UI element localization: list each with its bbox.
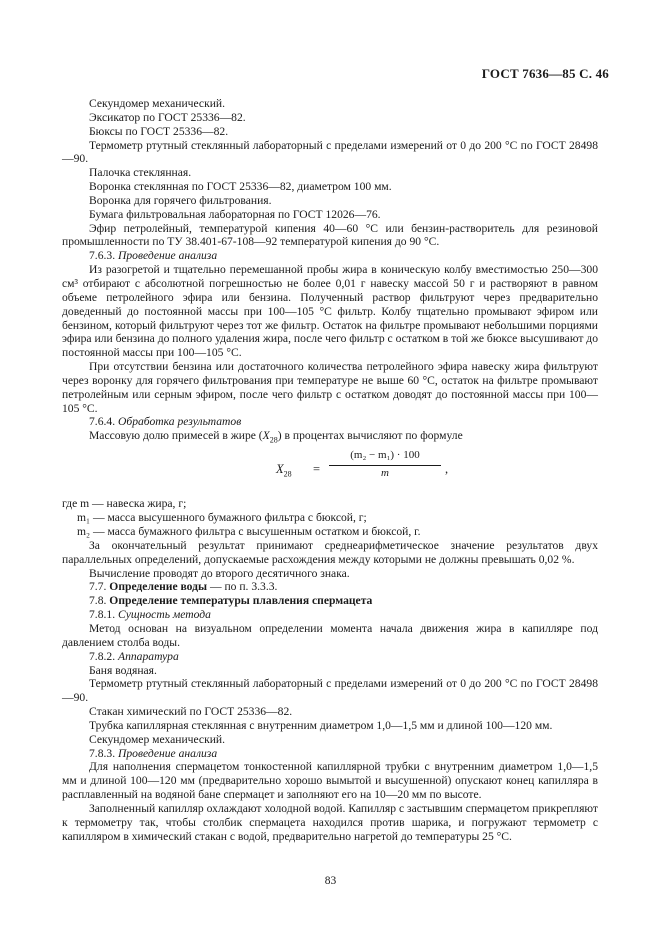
paragraph: Термометр ртутный стеклянный лабораторный с пределами измерений от 0 до 200 °С по ГОСТ 28498—90. [62, 677, 598, 705]
section-number: 7.8.2. [89, 649, 116, 663]
formula-equals: = [313, 462, 321, 477]
formula-intro-var: X [262, 429, 270, 443]
section-title: Определение воды [109, 580, 208, 594]
formula-intro-text-end: ) в процентах вычисляют по формуле [277, 429, 463, 443]
section-title: Проведение анализа [118, 746, 218, 760]
paragraph: Секундомер механический. [89, 732, 226, 746]
section-title: Сущность метода [118, 608, 211, 622]
paragraph: Вычисление проводят до второго десятичного знака. [89, 566, 350, 580]
paragraph: Метод основан на визуальном определении момента начала движения жира в капилляре под давлением столба воды. [62, 622, 598, 649]
section-heading-7-6-3 [62, 249, 598, 263]
section-number: 7.8.1. [89, 608, 116, 622]
section-title: Обработка результатов [118, 415, 242, 429]
legend-m: где m — навеска жира, г; [62, 497, 187, 511]
formula-lhs-var: X [276, 462, 284, 477]
formula-intro-sub: 28 [269, 435, 278, 445]
section-number: 7.6.3. [89, 249, 116, 263]
legend-m1: m₁ — масса высушенного бумажного фильтра с бюксой, г; [77, 511, 367, 525]
paragraph: Стакан химический по ГОСТ 25336—82. [89, 705, 293, 719]
section-title: Определение температуры плавления спермацета [109, 594, 373, 608]
paragraph: При отсутствии бензина или достаточного количества петролейного эфира навеску жира фильтруют через воронку для горячего фильтрования при температуре не выше 60 °С, остаток на фильтре промывают петролейным или серным эфиром, после чего фильтр с остатком доводят до постоянной массы при 100—105 °С. [62, 360, 598, 415]
section-number: 7.8. [89, 594, 107, 608]
paragraph: Заполненный капилляр охлаждают холодной водой. Капилляр с застывшим спермацетом прикрепляют к термометру так, чтобы столбик спермацета находился против шарика, и погружают термометр с капилляром в химический стакан с водой, предварительно нагретой до температуры 25 °С. [62, 801, 598, 843]
formula-numerator: (m₂ − m₁) · 100 [350, 449, 420, 462]
paragraph: Для наполнения спермацетом тонкостенной капиллярной трубки с внутренним диаметром 1,0—1,5 мм и длиной 100—120 мм (предварительно хорошо вымытой и высушенной) опускают конец капилляра в расплавленный на водяной бане спермацет и заполняют его на 10—20 мм по высоте. [62, 760, 598, 802]
formula-intro-text: Массовую долю примесей в жире ( [89, 429, 263, 443]
section-heading-7-8 [62, 594, 598, 608]
section-title: Проведение анализа [118, 249, 218, 263]
paragraph: Эфир петролейный, температурой кипения 40—60 °С или бензин-растворитель для резиновой промышленности по ТУ 38.401-67-108—92 температурой кипения до 90 °С. [62, 221, 598, 249]
paragraph: Трубка капиллярная стеклянная с внутренним диаметром 1,0—1,5 мм и длиной 100—120 мм. [89, 718, 553, 732]
paragraph: Воронка стеклянная по ГОСТ 25336—82, диаметром 100 мм. [89, 180, 392, 194]
page-number: 83 [324, 875, 337, 887]
paragraph: Баня водяная. [89, 663, 157, 677]
paragraph: Термометр ртутный стеклянный лабораторный с пределами измерений от 0 до 200 °С по ГОСТ 28498—90. [62, 138, 598, 166]
paragraph: Воронка для горячего фильтрования. [89, 193, 272, 207]
formula-denominator: m [381, 467, 389, 480]
page-header: ГОСТ 7636—85 С. 46 [481, 66, 609, 81]
section-heading-7-7 [62, 580, 598, 594]
section-title: Аппаратура [118, 649, 179, 663]
paragraph: За окончательный результат принимают среднеарифметическое значение результатов двух параллельных определений, допускаемые расхождения между которыми не должны превышать 0,02 %. [62, 538, 598, 566]
legend-m2: m₂ — масса бумажного фильтра с высушенным остатком и бюксой, г. [77, 525, 421, 539]
formula-intro [62, 429, 598, 447]
section-title-rest: — по п. 3.3.3. [207, 580, 278, 594]
paragraph: Бумага фильтровальная лабораторная по ГОСТ 12026—76. [89, 207, 381, 221]
section-heading-7-8-2 [62, 650, 598, 664]
formula-lhs [276, 463, 292, 481]
formula-lhs-sub: 28 [283, 469, 292, 479]
section-heading-7-8-3 [62, 747, 598, 761]
paragraph: Палочка стеклянная. [89, 166, 192, 180]
paragraph: Из разогретой и тщательно перемешанной пробы жира в коническую колбу вместимостью 250—300 см³ отбирают с абсолютной погрешностью не более 0,01 г навеску массой 50 г и растворяют в равном объеме петролейного эфира или бензина. Полученный раствор фильтруют через предварительно доведенный до постоянной массы при 100—105 °С фильтр. Колбу тщательно промывают эфиром или бензином, который фильтруют через тот же фильтр. Остаток на фильтре промывают небольшими порциями эфира или бензина до полного удаления жира, после чего фильтр с остатком в той же бюксе высушивают до постоянной массы при 100—105 °С. [62, 263, 598, 360]
paragraph: Эксикатор по ГОСТ 25336—82. [89, 110, 246, 124]
body-text [62, 97, 598, 844]
section-number: 7.8.3. [89, 746, 116, 760]
paragraph: Секундомер механический. [89, 97, 226, 110]
section-number: 7.7. [89, 580, 107, 594]
formula-x28 [62, 447, 598, 497]
formula-comma: , [445, 462, 449, 477]
section-number: 7.6.4. [89, 415, 116, 429]
section-heading-7-6-4 [62, 415, 598, 429]
paragraph: Бюксы по ГОСТ 25336—82. [89, 124, 229, 138]
formula-fraction [327, 449, 443, 481]
section-heading-7-8-1 [62, 608, 598, 622]
